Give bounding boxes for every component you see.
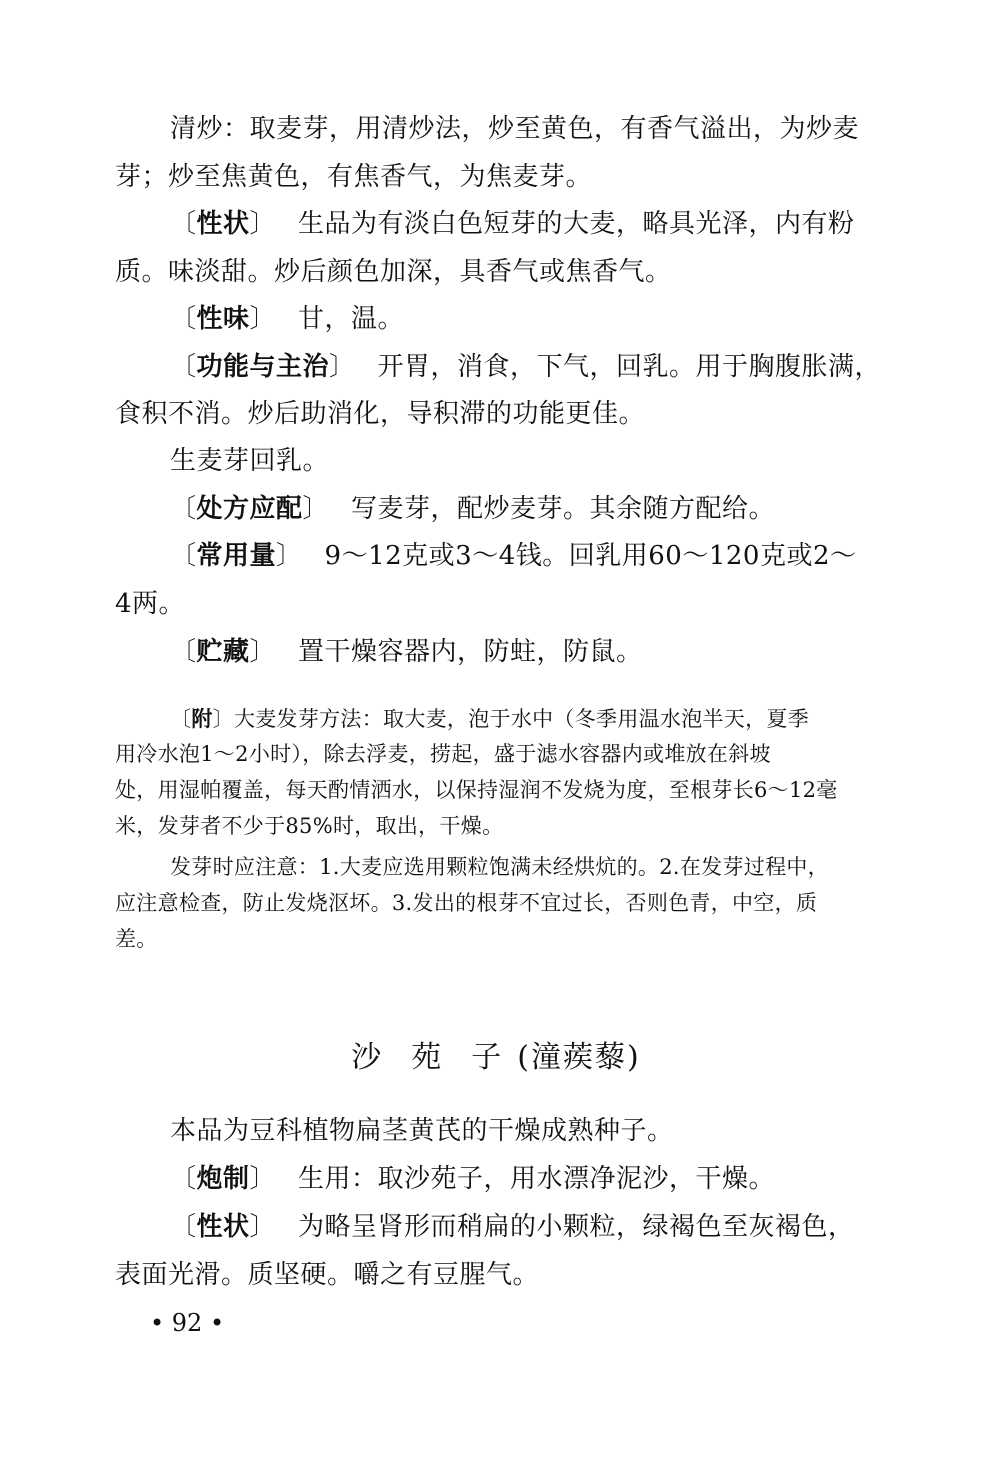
shayuanzi-intro: 本品为豆科植物扁茎黄芪的干燥成熟种子。 bbox=[170, 1116, 674, 1146]
chufang-label: 处方应配 bbox=[196, 494, 303, 524]
shayuanzi-xingzhuang-line-2: 表面光滑。质坚硬。嚼之有豆腥气。 bbox=[115, 1260, 540, 1290]
paozhi-text: 生用：取沙苑子，用水漂净泥沙，干燥。 bbox=[298, 1164, 776, 1194]
xingwei-label: 性味 bbox=[196, 304, 250, 334]
zhucang-text: 置干燥容器内，防蛀，防鼠。 bbox=[298, 637, 643, 667]
fu-line-3: 处，用湿帕覆盖，每天酌情洒水，以保持湿润不发烧为度，至根芽长6～12毫 bbox=[115, 778, 838, 802]
paochi-line-1: 清炒：取麦芽，用清炒法，炒至黄色，有香气溢出，为炒麦 bbox=[170, 114, 860, 144]
gongneng-text-1: 开胃，消食，下气，回乳。用于胸腹胀满， bbox=[377, 352, 882, 382]
shayuanzi-xingzhuang-text-1: 为略呈肾形而稍扁的小颗粒，绿褐色至灰褐色， bbox=[298, 1212, 855, 1242]
fu-note-line-1: 发芽时应注意：1.大麦应选用颗粒饱满未经烘炕的。2.在发芽过程中， bbox=[170, 855, 829, 879]
gongneng-label: 功能与主治 bbox=[196, 352, 330, 382]
gongneng-line-1: 〔功能与主治〕 开胃，消食，下气，回乳。用于胸腹胀满， bbox=[170, 352, 882, 382]
paozhi-line: 〔炮制〕 生用：取沙苑子，用水漂净泥沙，干燥。 bbox=[170, 1164, 776, 1194]
title-char-2: 苑 bbox=[411, 1040, 444, 1075]
gongneng-line-3: 生麦芽回乳。 bbox=[170, 446, 330, 476]
fu-text-1: 大麦发芽方法：取大麦，泡于水中（冬季用温水泡半天，夏季 bbox=[233, 707, 810, 731]
paochi-line-2: 芽；炒至焦黄色，有焦香气，为焦麦芽。 bbox=[115, 162, 593, 192]
fu-note-line-2: 应注意检查，防止发烧沤坏。3.发出的根芽不宜过长，否则色青，中空，质 bbox=[115, 891, 818, 915]
title-char-1: 沙 bbox=[351, 1040, 384, 1075]
yongliang-label: 常用量 bbox=[196, 541, 277, 571]
xingzhuang-line-2: 质。味淡甜。炒后颜色加深，具香气或焦香气。 bbox=[115, 257, 672, 287]
zhucang-line: 〔贮藏〕 置干燥容器内，防蛀，防鼠。 bbox=[170, 637, 643, 667]
paozhi-label: 炮制 bbox=[196, 1164, 250, 1194]
xingzhuang-text-1: 生品为有淡白色短芽的大麦，略具光泽，内有粉 bbox=[298, 209, 855, 239]
xingwei-text: 甘，温。 bbox=[298, 304, 405, 334]
fu-note-line-3: 差。 bbox=[115, 927, 158, 951]
fu-label: 附 bbox=[191, 707, 213, 731]
shayuanzi-xingzhuang-label: 性状 bbox=[196, 1212, 250, 1242]
section-title bbox=[0, 1038, 992, 1078]
xingzhuang-label: 性状 bbox=[196, 209, 250, 239]
shayuanzi-xingzhuang-line-1: 〔性状〕 为略呈肾形而稍扁的小颗粒，绿褐色至灰褐色， bbox=[170, 1212, 855, 1242]
yongliang-text-1: 9～12克或3～4钱。回乳用60～120克或2～ bbox=[324, 541, 857, 571]
xingzhuang-line-1: 〔性状〕 生品为有淡白色短芽的大麦，略具光泽，内有粉 bbox=[170, 209, 855, 239]
title-alias: (潼蒺藜) bbox=[517, 1040, 641, 1075]
gongneng-line-2: 食积不消。炒后助消化，导积滞的功能更佳。 bbox=[115, 399, 646, 429]
zhucang-label: 贮藏 bbox=[196, 637, 250, 667]
xingwei-line: 〔性味〕 甘，温。 bbox=[170, 304, 405, 334]
chufang-text: 写麦芽，配炒麦芽。其余随方配给。 bbox=[351, 494, 776, 524]
title-char-3: 子 bbox=[471, 1040, 504, 1075]
yongliang-line-2: 4两。 bbox=[115, 589, 186, 619]
yongliang-line-1: 〔常用量〕 9～12克或3～4钱。回乳用60～120克或2～ bbox=[170, 541, 857, 571]
chufang-line: 〔处方应配〕 写麦芽，配炒麦芽。其余随方配给。 bbox=[170, 494, 776, 524]
fu-line-2: 用冷水泡1～2小时），除去浮麦，捞起，盛于滤水容器内或堆放在斜坡 bbox=[115, 742, 771, 766]
fu-line-4: 米，发芽者不少于85%时，取出，干燥。 bbox=[115, 814, 504, 838]
page-number: • 92 • bbox=[150, 1309, 225, 1337]
fu-line-1: 〔附〕大麦发芽方法：取大麦，泡于水中（冬季用温水泡半天，夏季 bbox=[170, 707, 810, 731]
